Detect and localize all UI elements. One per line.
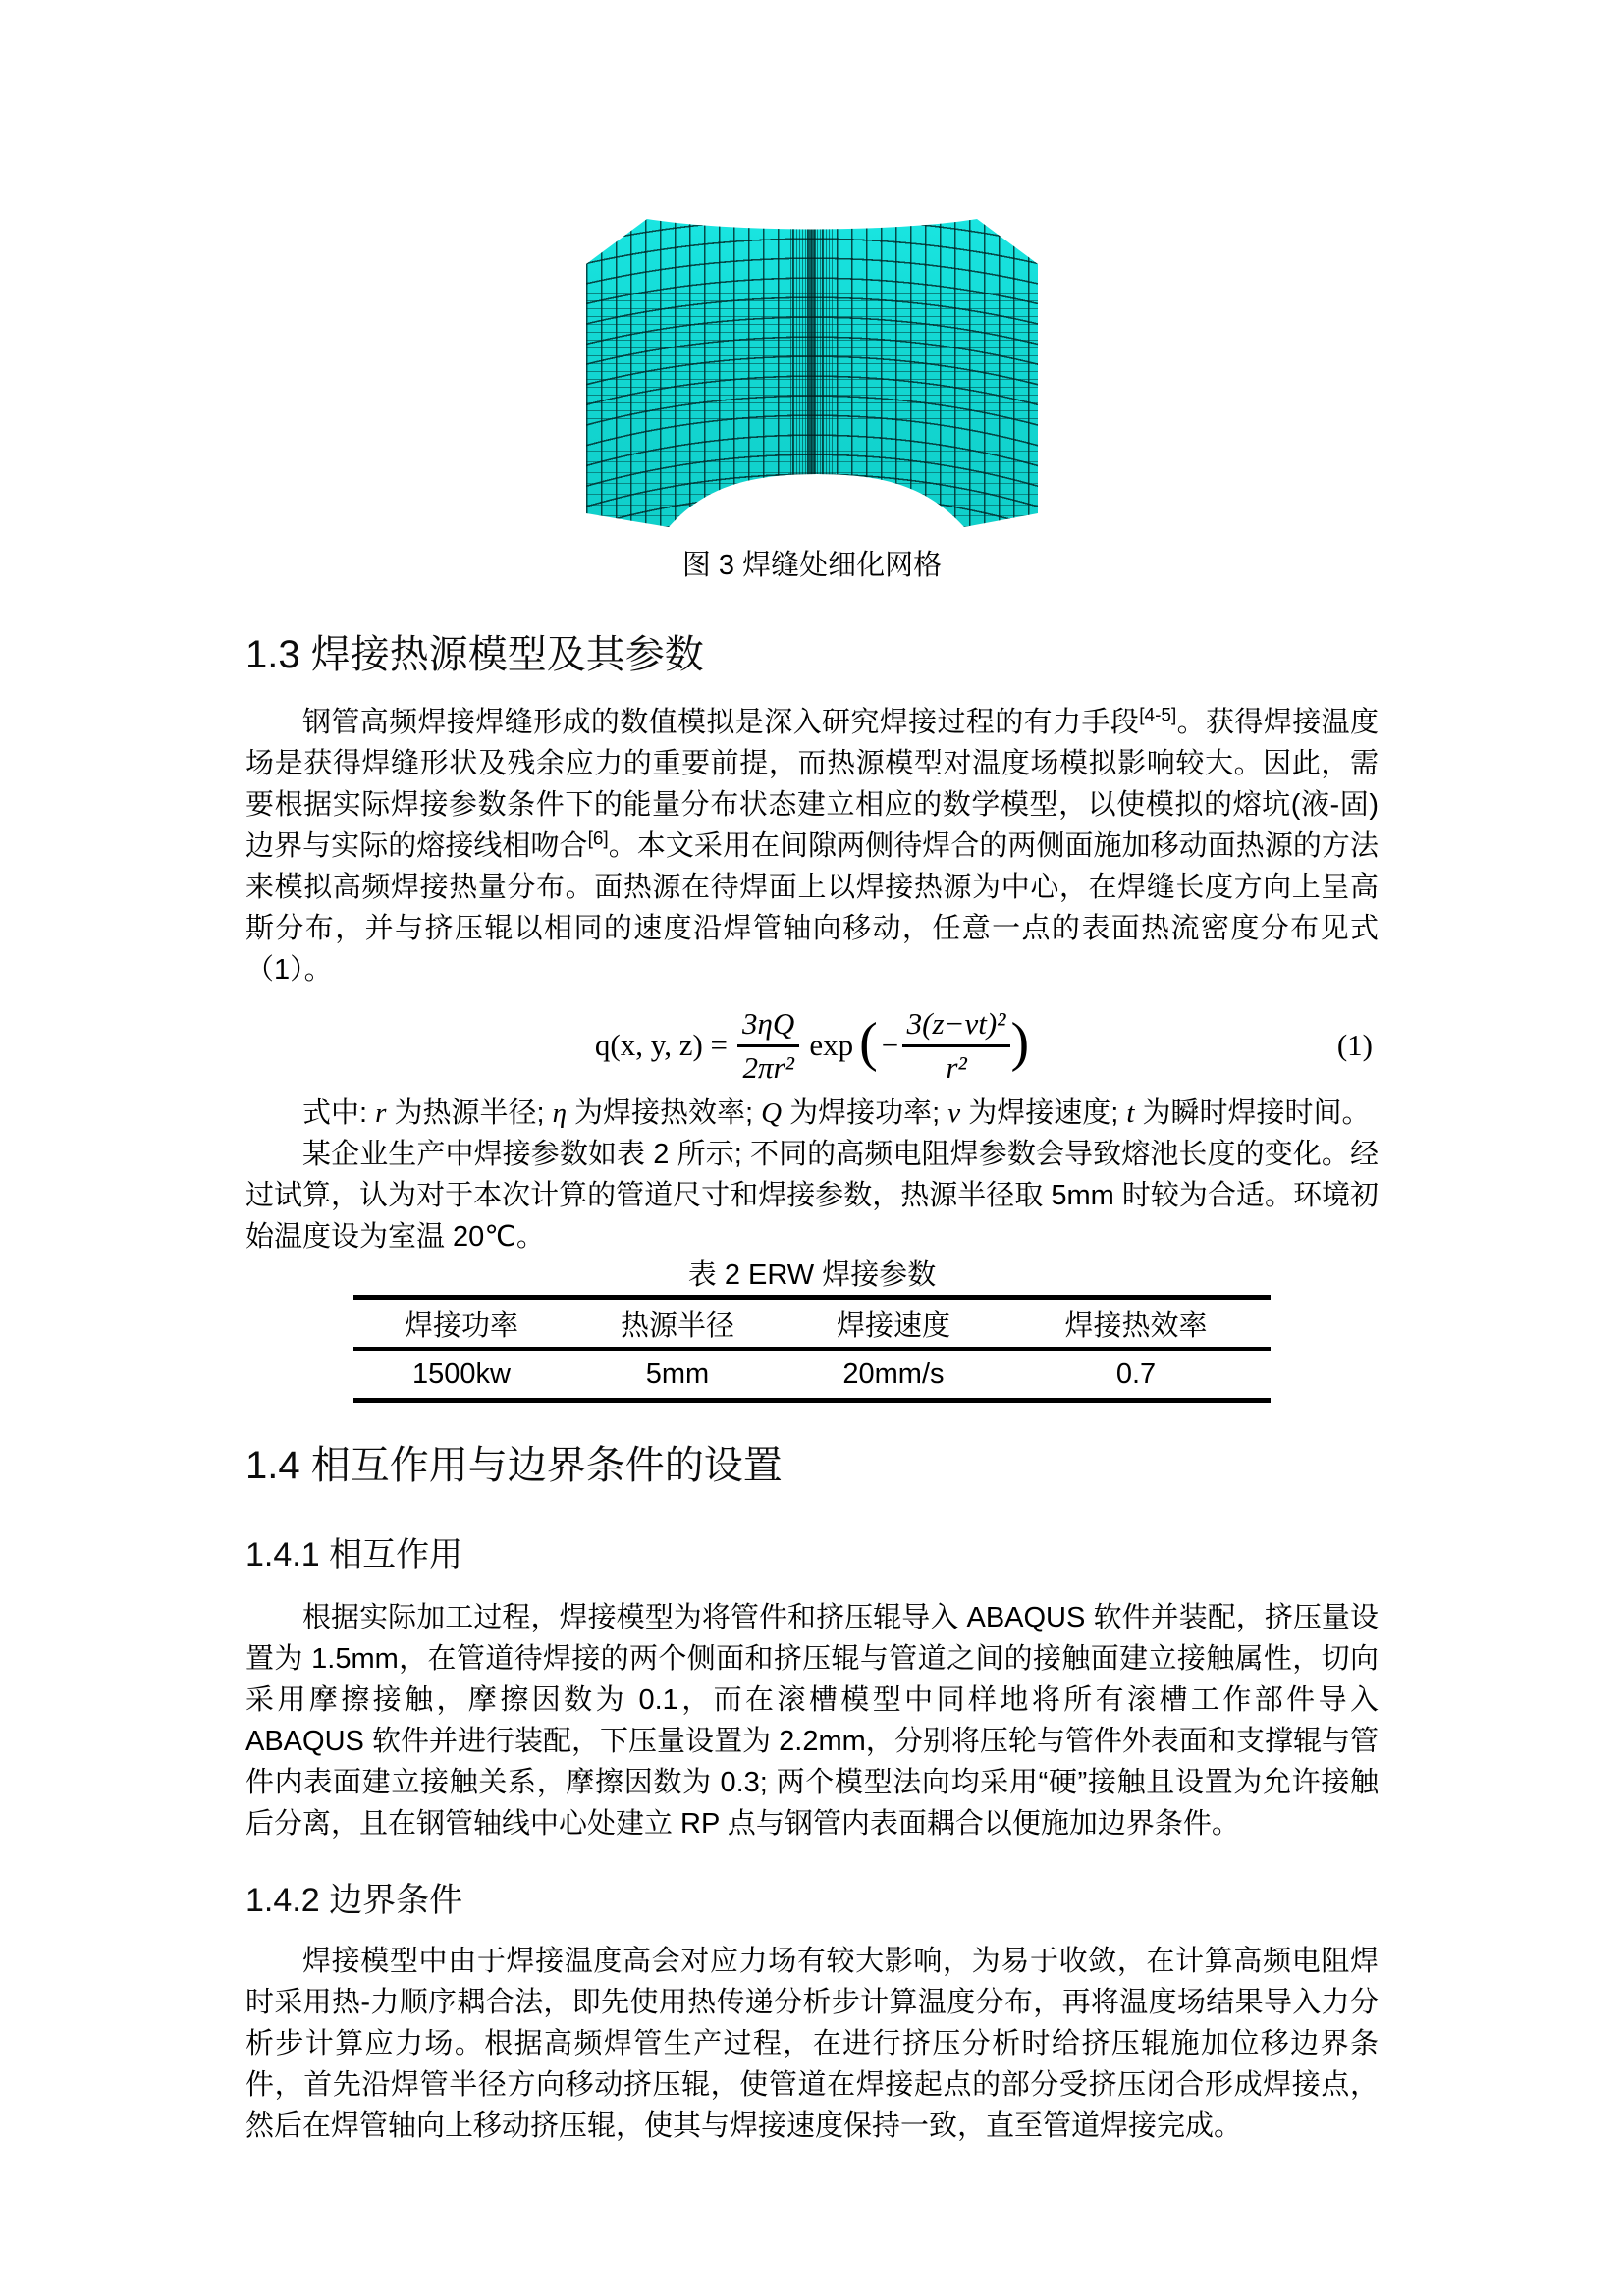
para-text: 为焊接热效率;: [566, 1097, 762, 1129]
page-content: [245, 0, 1379, 2147]
equation-fraction-2: [902, 1006, 1011, 1086]
section-1-3-paragraph-1: [245, 702, 1379, 990]
para-text: 为焊接速度;: [960, 1097, 1127, 1129]
table-row: [353, 1349, 1271, 1401]
var-v: v: [947, 1097, 961, 1129]
column-header: 焊接速度: [785, 1298, 1001, 1350]
column-header: 焊接功率: [353, 1298, 569, 1350]
table-2-caption: 表 2 ERW 焊接参数: [687, 1259, 937, 1291]
fraction-denominator: 2πr²: [742, 1049, 794, 1085]
section-1-4-2-heading: 1.4.2 边界条件: [245, 1882, 463, 1919]
table-cell: 5mm: [645, 1358, 710, 1390]
weld-mesh-image: [586, 211, 1038, 535]
section-1-4-1-paragraph: 根据实际加工过程，焊接模型为将管件和挤压辊导入 ABAQUS 软件并装配，挤压量设置为 1.5mm，在管道待焊接的两个侧面和挤压辊与管道之间的接触面建立接触属性，切向采用摩擦接触，摩擦因数为 0.1，而在滚槽模型中同样地将所有滚槽工作部件导入 ABAQUS 软件并进行装配，下压量设置为 2.2mm，分别将压轮与管件外表面和支撑辊与管件内表面建立接触关系，摩擦因数为 0.3; 两个模型法向均采用“硬”接触且设置为允许接触后分离，且在钢管轴线中心处建立 RP 点与钢管内表面耦合以便施加边界条件。: [245, 1602, 1379, 1840]
equation-fraction-1: [737, 1006, 799, 1086]
figure-3-caption: 图 3 焊缝处细化网格: [681, 550, 943, 581]
var-eta: η: [552, 1097, 567, 1129]
citation-6: [6]: [587, 828, 609, 850]
para-text: 。本文采用在间隙两侧待焊合的两侧面施加移动面热源的方法来模拟高频焊接热量分布。面热源在待焊面上以焊接热源为中心，在焊缝长度方向上呈高斯分布，并与挤压辊以相同的速度沿焊管轴向移动，任意一点的表面热流密度分布见式（1）。: [245, 830, 1379, 986]
fraction-numerator: 3ηQ: [737, 1006, 799, 1047]
citation-4-5: [4-5]: [1139, 705, 1177, 726]
column-header: 焊接热效率: [1001, 1298, 1271, 1350]
var-t: t: [1126, 1097, 1135, 1129]
fraction-numerator: 3(z−vt)²: [902, 1006, 1011, 1047]
para-text: 为瞬时焊接时间。: [1134, 1097, 1371, 1129]
section-1-3-paragraph-2: [245, 1093, 1379, 1134]
table-2-header-row: [353, 1298, 1271, 1350]
equation-number: (1): [1336, 1028, 1373, 1062]
var-r: r: [375, 1097, 387, 1129]
var-q: Q: [761, 1097, 783, 1129]
section-1-4-2-paragraph: 焊接模型中由于焊接温度高会对应力场有较大影响，为易于收敛，在计算高频电阻焊时采用热-力顺序耦合法，即先使用热传递分析步计算温度分布，再将温度场结果导入力分析步计算应力场。根据高频焊管生产过程，在进行挤压分析时给挤压辊施加位移边界条件，首先沿焊管半径方向移动挤压辊，使管道在焊接起点的部分受挤压闭合形成焊接点，然后在焊管轴向上移动挤压辊，使其与焊接速度保持一致，直至管道焊接完成。: [245, 1946, 1379, 2142]
minus-sign: −: [879, 1028, 900, 1062]
para-text: 式中:: [302, 1097, 376, 1129]
section-1-4-heading: 1.4 相互作用与边界条件的设置: [245, 1444, 783, 1487]
column-header: 热源半径: [569, 1298, 785, 1350]
table-cell: 1500kw: [412, 1358, 511, 1390]
table-2: [353, 1295, 1271, 1403]
section-1-4-1-heading: 1.4.1 相互作用: [245, 1536, 463, 1574]
fraction-denominator: r²: [946, 1049, 967, 1085]
para-text: 。获得焊接温度场是获得焊缝形状及残余应力的重要前提，而热源模型对温度场模拟影响较大。因此，需要根据实际焊接参数条件下的能量分布状态建立相应的数学模型，以使模拟的熔坑(液-固)边界与实际的熔接线相吻合: [245, 707, 1379, 862]
table-2-body: [353, 1349, 1271, 1401]
para-text: 为热源半径;: [386, 1097, 553, 1129]
equation-1: q(x, y, z) = $\frac{3\eta Q}{\text{2πr²}}$ exp ( − $\frac{\text{3(z−vt)²}}{\text{r²}}$ ) (1): [594, 1005, 1373, 1085]
figure-3: [586, 211, 1038, 535]
para-text: 为焊接功率;: [782, 1097, 948, 1129]
para-text: 钢管高频焊接焊缝形成的数值模拟是深入研究焊接过程的有力手段: [302, 707, 1140, 738]
section-1-3-paragraph-3: 某企业生产中焊接参数如表 2 所示; 不同的高频电阻焊参数会导致熔池长度的变化。经过试算，认为对于本次计算的管道尺寸和焊接参数，热源半径取 5mm 时较为合适。环境初始温度设为室温 20℃。: [245, 1139, 1379, 1253]
table-cell: 0.7: [1115, 1358, 1157, 1390]
equation-exp: exp: [809, 1028, 854, 1062]
table-cell: 20mm/s: [842, 1358, 945, 1390]
section-1-3-heading: 1.3 焊接热源模型及其参数: [245, 633, 704, 676]
equation-lhs: q(x, y, z) =: [594, 1028, 729, 1062]
